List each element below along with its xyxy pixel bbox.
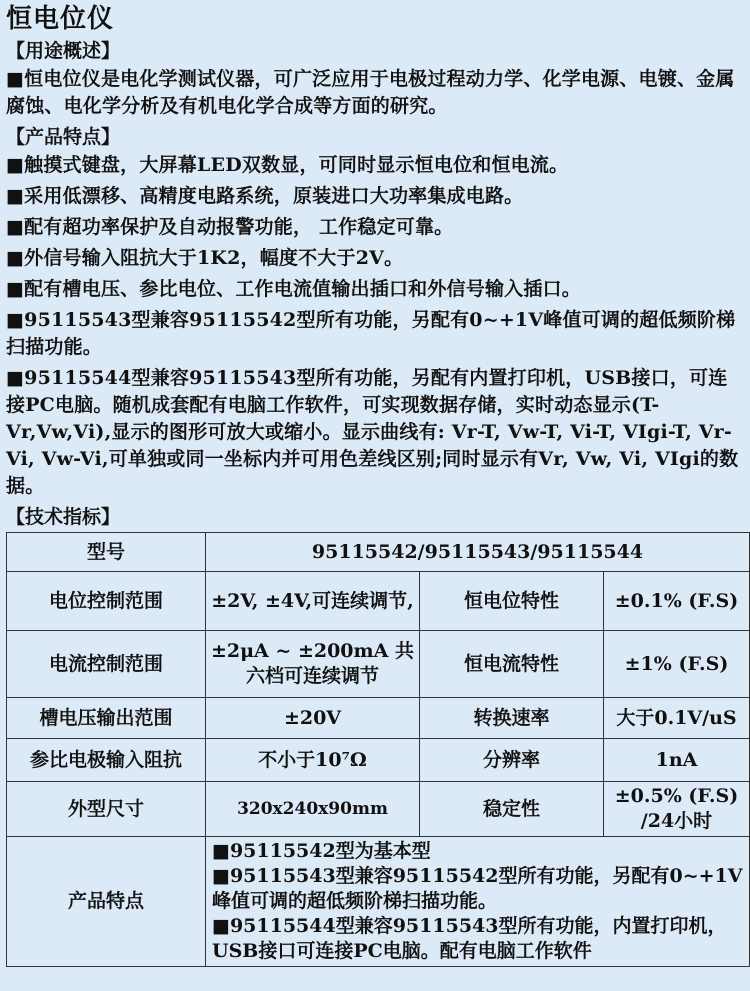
features-cell	[206, 837, 750, 967]
spec-label: 分辨率	[420, 739, 604, 782]
features-line: ■95115544型兼容95115543型所有功能，内置打印机，USB接口可连接PC电脑。配有电脑工作软件	[212, 915, 727, 962]
usage-heading: 【用途概述】	[6, 40, 121, 62]
spec-value: ±2μA ~ ±200mA 共六档可连续调节	[206, 631, 420, 698]
feature-item: ■95115544型兼容95115543型所有功能，另配有内置打印机，USB接口，可连接PC电脑。随机成套配有电脑工作软件，可实现数据存储，实时动态显示(T-Vr,Vw,Vi),显示的图形可放大或缩小。显示曲线有: Vr-T, Vw-T, Vi-T, VIgi-T, Vr-Vi, Vw-Vi,可单独或同一坐标内并可用色差线区别;同时显示有Vr, Vw, Vi, VIgi的数据。	[6, 367, 739, 497]
spec-label: 外型尺寸	[7, 782, 206, 837]
spec-value: 1nA	[604, 739, 750, 782]
spec-label: 稳定性	[420, 782, 604, 837]
table-row	[7, 572, 750, 631]
spec-label: 槽电压输出范围	[7, 698, 206, 739]
spec-value: 320x240x90mm	[206, 782, 420, 837]
table-row	[7, 782, 750, 837]
usage-text: ■恒电位仪是电化学测试仪器，可广泛应用于电极过程动力学、化学电源、电镀、金属腐蚀、电化学分析及有机电化学合成等方面的研究。	[6, 68, 735, 117]
model-value: 95115542/95115543/95115544	[206, 533, 750, 572]
table-row	[7, 739, 750, 782]
spec-value: 不小于10⁷Ω	[206, 739, 420, 782]
feature-item: ■外信号输入阻抗大于1K2，幅度不大于2V。	[6, 247, 404, 269]
features-label: 产品特点	[7, 837, 206, 967]
table-row	[7, 533, 750, 572]
spec-label: 恒电位特性	[420, 572, 604, 631]
features-line: ■95115543型兼容95115542型所有功能，另配有0~+1V峰值可调的超低频阶梯扫描功能。	[212, 865, 743, 912]
features-heading: 【产品特点】	[6, 126, 121, 148]
page-title: 恒电位仪	[6, 4, 115, 34]
table-row	[7, 837, 750, 967]
feature-item: ■配有超功率保护及自动报警功能， 工作稳定可靠。	[6, 216, 454, 238]
model-label: 型号	[7, 533, 206, 572]
feature-item: ■配有槽电压、参比电位、工作电流值输出插口和外信号输入插口。	[6, 278, 581, 300]
spec-label: 恒电流特性	[420, 631, 604, 698]
feature-item: ■采用低漂移、高精度电路系统，原装进口大功率集成电路。	[6, 185, 524, 207]
features-line: ■95115542型为基本型	[212, 840, 431, 862]
table-row	[7, 631, 750, 698]
spec-label: 电流控制范围	[7, 631, 206, 698]
specs-heading: 【技术指标】	[6, 506, 121, 528]
spec-label: 电位控制范围	[7, 572, 206, 631]
spec-value: ±2V, ±4V,可连续调节,	[206, 572, 420, 631]
spec-value: ±0.1% (F.S)	[604, 572, 750, 631]
spec-label: 参比电极输入阻抗	[7, 739, 206, 782]
spec-label: 转换速率	[420, 698, 604, 739]
table-row	[7, 698, 750, 739]
spec-value: ±20V	[206, 698, 420, 739]
spec-table	[6, 532, 750, 967]
feature-item: ■95115543型兼容95115542型所有功能，另配有0~+1V峰值可调的超低频阶梯扫描功能。	[6, 309, 736, 358]
feature-item: ■触摸式键盘，大屏幕LED双数显，可同时显示恒电位和恒电流。	[6, 154, 569, 176]
spec-value: 大于0.1V/uS	[604, 698, 750, 739]
spec-value: ±0.5% (F.S) /24小时	[604, 782, 750, 837]
spec-value: ±1% (F.S)	[604, 631, 750, 698]
